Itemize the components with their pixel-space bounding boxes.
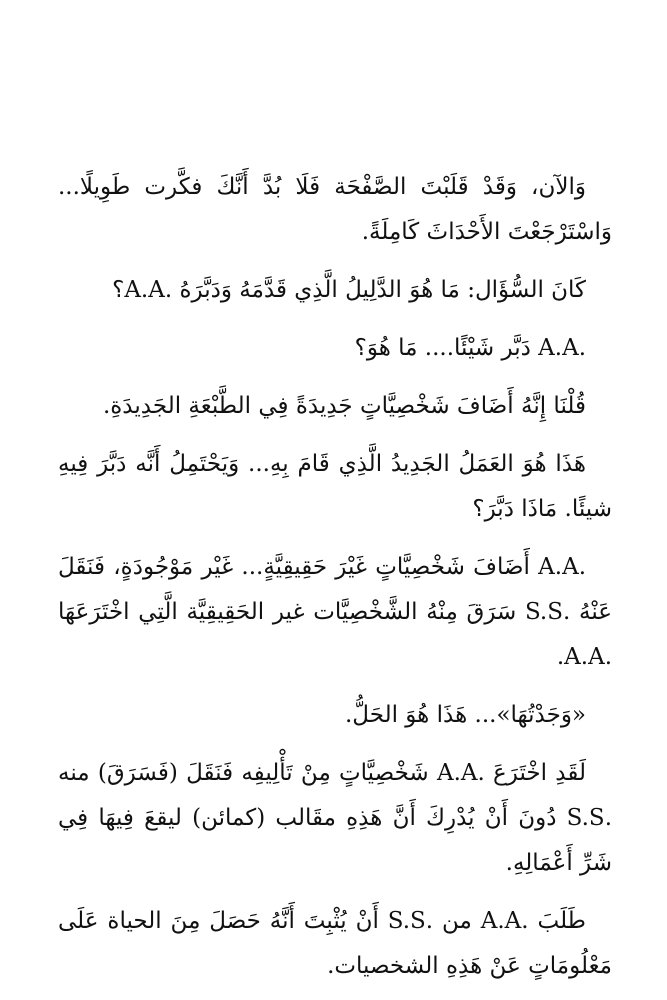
paragraph: قُلْنَا إِنَّهُ أَضَافَ شَخْصِيَّاتٍ جَدِيدَةً فِي الطَّبْعَةِ الجَدِيدَةِ. [102, 393, 586, 419]
paragraph: وَالآن، وَقَدْ قَلَبْتَ الصَّفْحَة فَلَا بُدَّ أَنَّكَ فكَّرت طَوِيلًا... وَاسْتَرْجَعْتَ الأَحْدَاثَ كَامِلَةً. [58, 174, 612, 245]
paragraph: كَانَ السُّؤَال: مَا هُوَ الدَّلِيلُ الَّذِي قَدَّمَهُ وَدَبَّرَهُ .A.A؟ [112, 277, 586, 303]
paragraph: .A.A دَبَّر شَيْئًا.... مَا هُوَ؟ [354, 335, 586, 361]
paragraph: طَلَبَ .A.A من .S.S أَنْ يُثْبِتَ أَنَّهُ حَصَلَ مِنَ الحياة عَلَى مَعْلُومَاتٍ عَنْ هَذِهِ الشخصيات. [58, 908, 612, 979]
paragraph: .A.A أَضَافَ شَخْصِيَّاتٍ غَيْرَ حَقِيقِيَّةٍ... غَيْر مَوْجُودَةٍ، فَنَقَلَ عَنْهُ .S.S سَرَقَ مِنْهُ الشَّخْصِيَّات غير الحَقِيقِيَّة الَّتِي اخْتَرَعَهَا .A.A. [58, 554, 612, 670]
book-page [58, 165, 612, 989]
paragraph: هَذَا هُوَ العَمَلُ الجَدِيدُ الَّذِي قَامَ بِهِ... وَيَحْتَمِلُ أَنَّه دَبَّرَ فِيهِ شيئًا. مَاذَا دَبَّرَ؟ [58, 451, 612, 522]
paragraph: «وَجَدْتُهَا»... هَذَا هُوَ الحَلُّ. [345, 702, 586, 728]
paragraph: لَقَدِ اخْتَرَعَ .A.A شَخْصِيَّاتٍ مِنْ تَأْلِيفِه فَنَقَلَ (فَسَرَقَ) منه .S.S دُونَ أَنْ يُدْرِكَ أَنَّ هَذِهِ مقَالب (كمائن) ليقعَ فِيهَا فِي شَرِّ أَعْمَالِهِ. [58, 760, 612, 876]
